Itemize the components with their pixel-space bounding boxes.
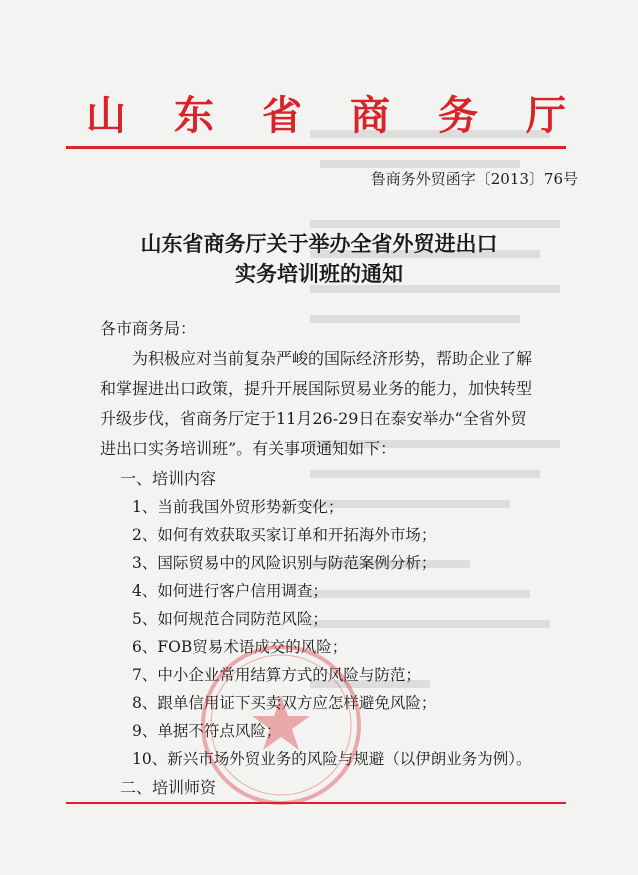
intro-paragraph-line: 和掌握进出口政策，提升开展国际贸易业务的能力，加快转型 — [100, 379, 533, 398]
letterhead-char: 山 — [86, 91, 126, 139]
document-number: 鲁商务外贸函字〔2013〕76号 — [370, 170, 578, 188]
intro-paragraph-line: 为积极应对当前复杂严峻的国际经济形势，帮助企业了解 — [132, 349, 533, 368]
intro-paragraph-line: 进出口实务培训班”。有关事项通知如下： — [100, 439, 397, 458]
list-item: 10、新兴市场外贸业务的风险与规避（以伊朗业务为例）。 — [132, 750, 532, 768]
section-heading-training-content: 一、培训内容 — [120, 469, 217, 488]
list-item: 8、跟单信用证下买卖双方应怎样避免风险； — [132, 694, 437, 712]
salutation: 各市商务局： — [100, 319, 197, 338]
letterhead-char: 省 — [262, 91, 302, 139]
list-item: 4、如何进行客户信用调查； — [132, 582, 328, 600]
letterhead-char: 厅 — [526, 91, 566, 139]
list-item: 1、当前我国外贸形势新变化； — [132, 498, 344, 516]
letterhead-char: 商 — [350, 91, 390, 139]
list-item: 5、如何规范合同防范风险； — [132, 610, 328, 628]
letterhead-rule — [66, 146, 566, 149]
letterhead-char: 务 — [438, 91, 478, 139]
footer-rule — [66, 802, 566, 804]
letterhead-char: 东 — [174, 91, 214, 139]
list-item: 2、如何有效获取买家订单和开拓海外市场； — [132, 526, 437, 544]
intro-paragraph-line: 升级步伐，省商务厅定于11月26-29日在泰安举办“全省外贸 — [100, 409, 527, 428]
document-title-line1: 山东省商务厅关于举办全省外贸进出口 — [140, 231, 498, 256]
list-item: 7、中小企业常用结算方式的风险与防范； — [132, 666, 421, 684]
document-title-line2: 实务培训班的通知 — [235, 261, 403, 286]
letterhead-title — [86, 88, 566, 139]
list-item: 9、单据不符点风险； — [132, 722, 282, 740]
list-item: 6、FOB贸易术语成交的风险； — [132, 638, 348, 656]
section-heading-trainers: 二、培训师资 — [120, 778, 217, 797]
official-seal-watermark — [196, 640, 366, 810]
list-item: 3、国际贸易中的风险识别与防范案例分析； — [132, 554, 437, 572]
